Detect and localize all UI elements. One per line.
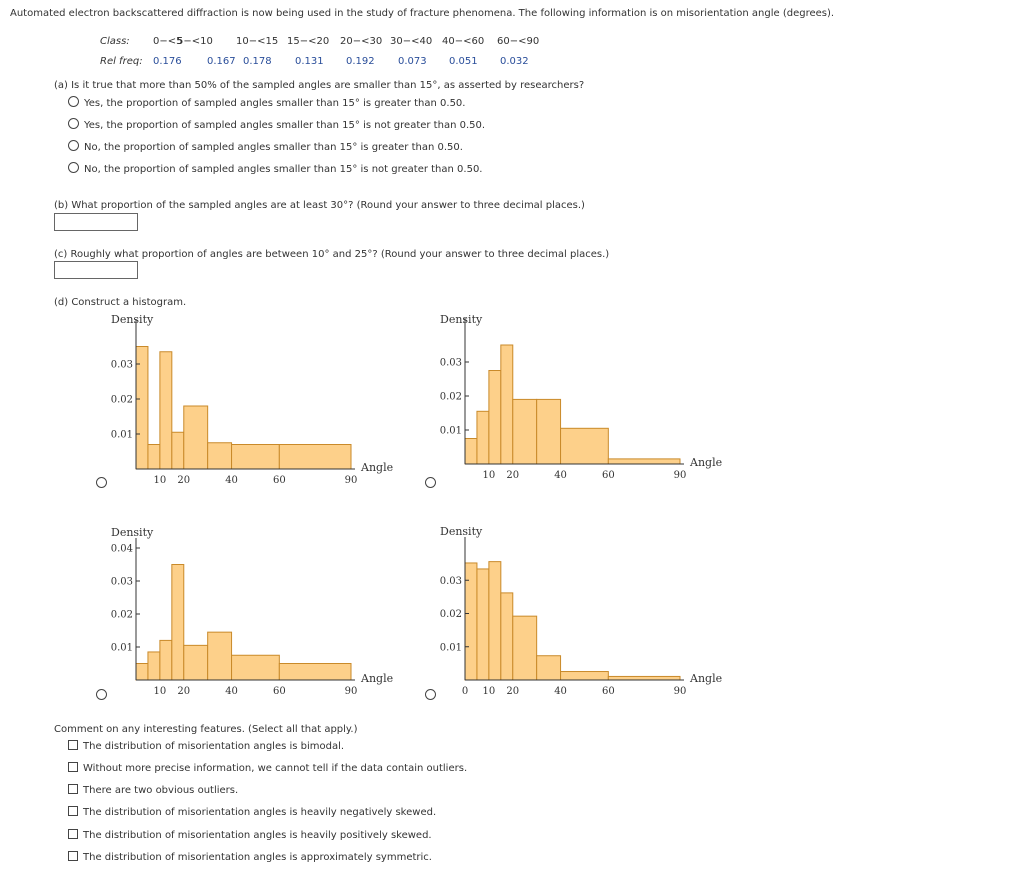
y-tick-label: 0.02 xyxy=(439,609,462,620)
x-tick-label: 90 xyxy=(673,686,687,697)
histogram-bar xyxy=(513,616,537,680)
histogram-bar xyxy=(279,445,351,470)
histogram-bar xyxy=(489,371,501,465)
x-axis-label: Angle xyxy=(690,456,723,469)
y-tick-label: 0.02 xyxy=(110,394,133,406)
problem-intro: Automated electron backscattered diffraction is now being used in the study of fracture phenomena. The following information is on misorientation angle (degrees). xyxy=(10,8,835,19)
part-b-question: (b) What proportion of the sampled angles are at least 30°? (Round your answer to three decimal places.) xyxy=(54,200,585,211)
histogram-bar xyxy=(537,656,561,680)
comment-option-4[interactable]: The distribution of misorientation angles is heavily negatively skewed. xyxy=(68,806,436,818)
histogram-bar xyxy=(172,432,184,469)
histogram-bar xyxy=(160,640,172,680)
checkbox-icon[interactable] xyxy=(68,740,78,750)
histogram-bar xyxy=(501,593,513,680)
x-tick-label: 10 xyxy=(482,686,496,697)
part-a-option-1[interactable]: Yes, the proportion of sampled angles smaller than 15° is greater than 0.50. xyxy=(68,96,465,109)
y-tick-label: 0.01 xyxy=(439,642,462,654)
y-axis-label: Density xyxy=(440,525,483,538)
freq-cell: 0.176 xyxy=(153,56,182,67)
histogram-bar xyxy=(148,445,160,470)
x-tick-label: 20 xyxy=(506,686,520,697)
x-tick-label: 40 xyxy=(225,686,238,697)
histogram-bar xyxy=(136,664,148,681)
x-tick-label: 90 xyxy=(344,686,358,697)
checkbox-icon[interactable] xyxy=(68,806,78,816)
comment-option-5[interactable]: The distribution of misorientation angles is heavily positively skewed. xyxy=(68,829,432,841)
part-d-question: (d) Construct a histogram. xyxy=(54,297,187,308)
histogram-bar xyxy=(608,459,680,464)
part-a-question: (a) Is it true that more than 50% of the sampled angles are smaller than 15°, as asserted by researchers? xyxy=(54,80,585,91)
x-tick-label: 60 xyxy=(601,470,615,481)
y-tick-label: 0.01 xyxy=(439,425,462,437)
x-tick-label: 40 xyxy=(225,475,238,486)
freq-cell: 0.073 xyxy=(398,56,427,67)
histogram-bar xyxy=(477,569,489,680)
histogram-bar xyxy=(537,399,561,464)
y-axis-label: Density xyxy=(111,526,154,539)
x-tick-label: 10 xyxy=(482,470,496,481)
part-a-option-3[interactable]: No, the proportion of sampled angles smaller than 15° is greater than 0.50. xyxy=(68,140,463,153)
comment-option-3[interactable]: There are two obvious outliers. xyxy=(68,784,238,796)
y-tick-label: 0.01 xyxy=(110,429,133,441)
x-tick-label: 10 xyxy=(153,475,167,486)
class-cell: 15−<20 xyxy=(287,36,330,47)
x-axis-label: Angle xyxy=(361,672,394,685)
part-a-option-4[interactable]: No, the proportion of sampled angles smaller than 15° is not greater than 0.50. xyxy=(68,162,483,175)
x-tick-label: 10 xyxy=(153,686,167,697)
histogram-option-3-radio[interactable] xyxy=(96,689,107,700)
x-tick-label: 40 xyxy=(554,686,567,697)
freq-cell: 0.167 xyxy=(207,56,236,67)
x-axis-label: Angle xyxy=(690,672,723,685)
freq-label: Rel freq: xyxy=(100,56,143,67)
histogram-option-2-radio[interactable] xyxy=(425,477,436,488)
x-tick-label: 20 xyxy=(506,470,520,481)
checkbox-icon[interactable] xyxy=(68,784,78,794)
histogram-option-1-radio[interactable] xyxy=(96,477,107,488)
histogram-bar xyxy=(184,645,208,680)
checkbox-icon[interactable] xyxy=(68,851,78,861)
y-axis-label: Density xyxy=(440,313,483,326)
histogram-bar xyxy=(208,443,232,469)
comment-option-2[interactable]: Without more precise information, we cannot tell if the data contain outliers. xyxy=(68,762,467,774)
y-tick-label: 0.03 xyxy=(110,576,133,588)
y-tick-label: 0.02 xyxy=(439,391,462,403)
histogram-bar xyxy=(279,664,351,681)
freq-cell: 0.178 xyxy=(243,56,272,67)
histogram-bar xyxy=(232,445,280,470)
comment-option-1[interactable]: The distribution of misorientation angles is bimodal. xyxy=(68,740,344,752)
y-tick-label: 0.01 xyxy=(110,642,133,654)
y-tick-label: 0.03 xyxy=(110,359,133,371)
x-tick-label: 20 xyxy=(177,475,191,486)
class-cell: 40−<60 xyxy=(442,36,485,47)
part-a-option-2[interactable]: Yes, the proportion of sampled angles smaller than 15° is not greater than 0.50. xyxy=(68,118,485,131)
comment-option-6[interactable]: The distribution of misorientation angles is approximately symmetric. xyxy=(68,851,432,863)
histogram-bar xyxy=(608,676,680,680)
x-tick-label: 0 xyxy=(461,686,469,697)
histogram-bar xyxy=(148,652,160,680)
x-tick-label: 60 xyxy=(272,686,286,697)
part-c-question: (c) Roughly what proportion of angles are between 10° and 25°? (Round your answer to three decimal places.) xyxy=(54,249,610,260)
x-tick-label: 90 xyxy=(673,470,687,481)
histogram-option-4-radio[interactable] xyxy=(425,689,436,700)
class-cell: 60−<90 xyxy=(497,36,540,47)
x-tick-label: 60 xyxy=(601,686,615,697)
class-cell: 0−<5 xyxy=(153,36,183,47)
histogram-bar xyxy=(184,406,208,469)
y-tick-label: 0.02 xyxy=(110,609,133,621)
histogram-bar xyxy=(513,399,537,464)
class-cell: 10−<15 xyxy=(236,36,279,47)
histogram-bar xyxy=(489,562,501,680)
y-tick-label: 0.04 xyxy=(110,543,133,555)
class-cell: 30−<40 xyxy=(390,36,433,47)
x-tick-label: 60 xyxy=(272,475,286,486)
y-tick-label: 0.03 xyxy=(439,575,462,587)
comment-question: Comment on any interesting features. (Select all that apply.) xyxy=(54,724,358,735)
freq-cell: 0.051 xyxy=(449,56,478,67)
histogram-bar xyxy=(561,672,609,680)
freq-cell: 0.131 xyxy=(295,56,324,67)
class-cell: 5−<10 xyxy=(177,36,213,47)
histogram-bar xyxy=(160,352,172,469)
freq-cell: 0.192 xyxy=(346,56,375,67)
x-tick-label: 40 xyxy=(554,470,567,481)
histogram-bar xyxy=(232,655,280,680)
x-tick-label: 20 xyxy=(177,686,191,697)
histogram-bar xyxy=(501,345,513,464)
x-tick-label: 90 xyxy=(344,475,358,486)
histogram-bar xyxy=(465,439,477,465)
histogram-bar xyxy=(561,428,609,464)
class-cell: 20−<30 xyxy=(340,36,383,47)
checkbox-icon[interactable] xyxy=(68,829,78,839)
checkbox-icon[interactable] xyxy=(68,762,78,772)
histogram-bar xyxy=(477,411,489,464)
class-label: Class: xyxy=(100,36,130,47)
histogram-bar xyxy=(208,632,232,680)
freq-cell: 0.032 xyxy=(500,56,529,67)
x-axis-label: Angle xyxy=(361,461,394,474)
y-tick-label: 0.03 xyxy=(439,357,462,369)
histogram-bar xyxy=(136,347,148,470)
histogram-bar xyxy=(172,565,184,681)
y-axis-label: Density xyxy=(111,313,154,326)
